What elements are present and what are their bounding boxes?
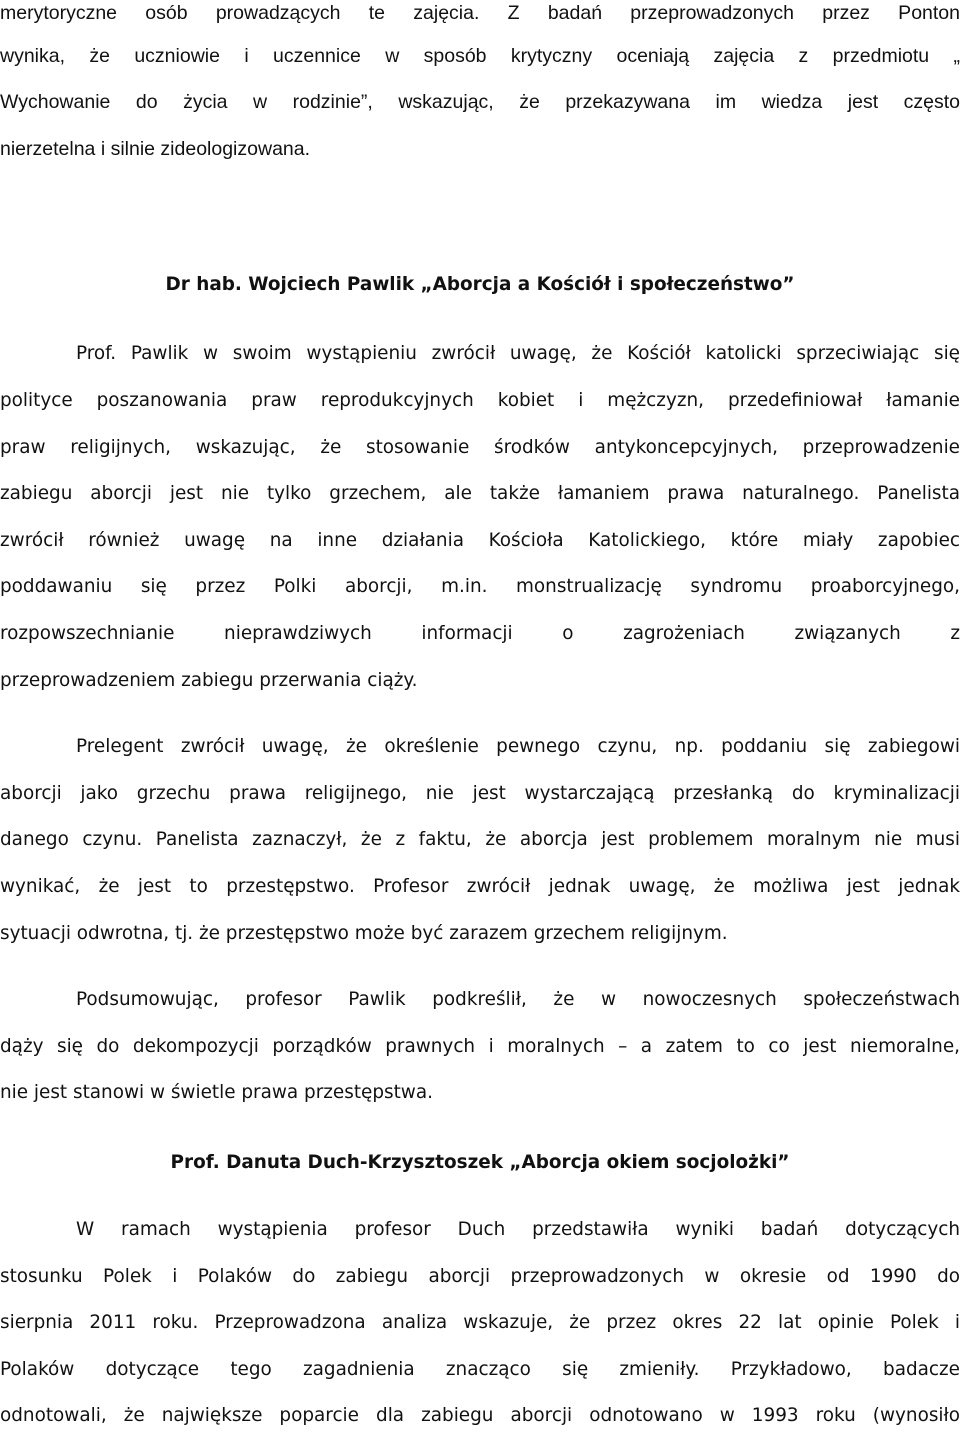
text-line: dąży się do dekompozycji porządków prawnych i moralnych – a zatem to co jest niemoralne, <box>0 1036 960 1057</box>
text-line: Podsumowując, profesor Pawlik podkreślił, że w nowoczesnych społeczeństwach <box>76 989 960 1010</box>
text-line: stosunku Polek i Polaków do zabiegu aborcji przeprowadzonych w okresie od 1990 do <box>0 1266 960 1287</box>
text-line: aborcji jako grzechu prawa religijnego, nie jest wystarczającą przesłanką do kryminalizacji <box>0 783 960 804</box>
text-line: sierpnia 2011 roku. Przeprowadzona analiza wskazuje, że przez okres 22 lat opinie Polek i <box>0 1312 960 1333</box>
text-line: przeprowadzeniem zabiegu przerwania ciąży. <box>0 670 418 691</box>
text-line: sytuacji odwrotna, tj. że przestępstwo może być zarazem grzechem religijnym. <box>0 923 728 944</box>
text-line: merytoryczne osób prowadzących te zajęcia. Z badań przeprowadzonych przez Ponton <box>0 2 960 24</box>
section-heading: Prof. Danuta Duch-Krzysztoszek „Aborcja okiem socjolożki” <box>170 1152 790 1173</box>
section-heading: Dr hab. Wojciech Pawlik „Aborcja a Kościół i społeczeństwo” <box>165 274 795 295</box>
text-line: Polaków dotyczące tego zagadnienia znacząco się zmieniły. Przykładowo, badacze <box>0 1359 960 1380</box>
text-line: praw religijnych, wskazując, że stosowanie środków antykoncepcyjnych, przeprowadzenie <box>0 437 960 458</box>
text-line: danego czynu. Panelista zaznaczył, że z faktu, że aborcja jest problemem moralnym nie musi <box>0 829 960 850</box>
text-line: odnotowali, że największe poparcie dla zabiegu aborcji odnotowano w 1993 roku (wynosiło <box>0 1405 960 1426</box>
text-line: poddawaniu się przez Polki aborcji, m.in. monstrualizację syndromu proaborcyjnego, <box>0 576 960 597</box>
text-line: zwrócił również uwagę na inne działania Kościoła Katolickiego, które miały zapobiec <box>0 530 960 551</box>
text-line: zabiegu aborcji jest nie tylko grzechem, ale także łamaniem prawa naturalnego. Panelista <box>0 483 960 504</box>
text-line: Wychowanie do życia w rodzinie”, wskazując, że przekazywana im wiedza jest często <box>0 91 960 113</box>
text-line: rozpowszechnianie nieprawdziwych informacji o zagrożeniach związanych z <box>0 623 960 644</box>
text-line: Prof. Pawlik w swoim wystąpieniu zwrócił uwagę, że Kościół katolicki sprzeciwiając się <box>76 343 960 364</box>
text-line: wynika, że uczniowie i uczennice w sposób krytyczny oceniają zajęcia z przedmiotu „ <box>0 45 960 67</box>
text-line: nierzetelna i silnie zideologizowana. <box>0 138 311 160</box>
text-line: W ramach wystąpienia profesor Duch przedstawiła wyniki badań dotyczących <box>76 1219 960 1240</box>
text-line: nie jest stanowi w świetle prawa przestępstwa. <box>0 1082 433 1103</box>
text-line: polityce poszanowania praw reprodukcyjnych kobiet i mężczyzn, przedefiniował łamanie <box>0 390 960 411</box>
text-line: Prelegent zwrócił uwagę, że określenie pewnego czynu, np. poddaniu się zabiegowi <box>76 736 960 757</box>
text-line: wynikać, że jest to przestępstwo. Profesor zwrócił jednak uwagę, że możliwa jest jednak <box>0 876 960 897</box>
